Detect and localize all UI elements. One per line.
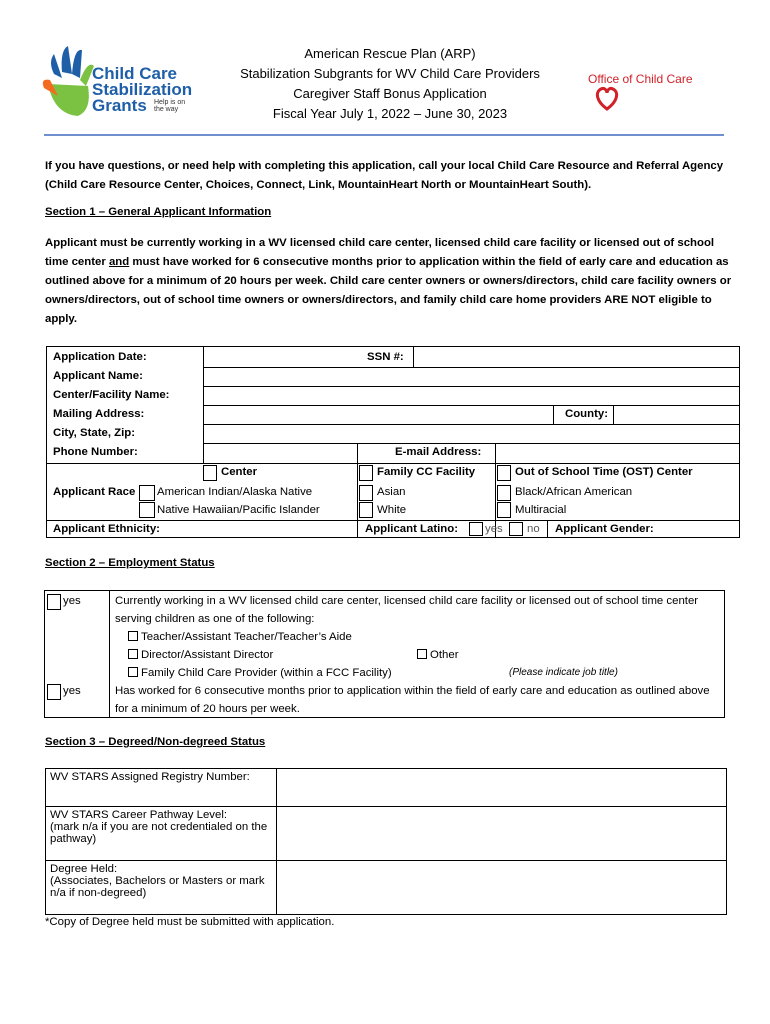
employment-6months-text: Has worked for 6 consecutive months prior to application within the field of early care and education as outlined above for a minimum of 20 hours per week. <box>115 685 710 715</box>
facility-name-input[interactable] <box>207 388 739 405</box>
career-pathway-field[interactable] <box>277 807 727 861</box>
county-input[interactable] <box>617 407 739 424</box>
latino-no-checkbox[interactable] <box>509 522 523 536</box>
table-row <box>46 807 727 861</box>
logo-word-grants: Grants <box>92 96 147 115</box>
mailing-address-input[interactable] <box>207 407 551 424</box>
section-2-title: Section 2 – Employment Status <box>45 557 215 569</box>
latino-yes-checkbox[interactable] <box>469 522 483 536</box>
label-registry-number: WV STARS Assigned Registry Number: <box>46 769 277 807</box>
ost-center-checkbox[interactable] <box>497 465 511 481</box>
race-nh-checkbox[interactable] <box>139 502 155 518</box>
label-teacher: Teacher/Assistant Teacher/Teacher’s Aide <box>141 631 352 643</box>
label-ost-center: Out of School Time (OST) Center <box>515 466 693 478</box>
label-applicant-name: Applicant Name: <box>53 370 143 382</box>
label-application-date: Application Date: <box>53 351 147 363</box>
label-latino-yes: yes <box>485 523 503 535</box>
label-center: Center <box>221 466 258 478</box>
employment-current-text: Currently working in a WV licensed child care center, licensed child care facility or licensed out of school time center serving children as one of the following: <box>115 595 699 625</box>
label-race-white: White <box>377 504 407 516</box>
race-multiracial-checkbox[interactable] <box>497 502 511 518</box>
other-checkbox[interactable] <box>417 649 427 659</box>
label-applicant-ethnicity: Applicant Ethnicity: <box>53 523 160 535</box>
logo-word-stabilization: Stabilization <box>92 80 193 99</box>
label-race-multiracial: Multiracial <box>515 504 567 516</box>
race-black-checkbox[interactable] <box>497 485 511 501</box>
race-white-checkbox[interactable] <box>359 502 373 518</box>
job-option-fcc-provider <box>128 664 392 682</box>
label-applicant-latino: Applicant Latino: <box>365 523 459 535</box>
label-race-american-indian: American Indian/Alaska Native <box>157 486 313 498</box>
fcc-provider-checkbox[interactable] <box>128 667 138 677</box>
label-career-pathway: WV STARS Career Pathway Level: (mark n/a if you are not credentialed on the pathway) <box>46 807 277 861</box>
teacher-checkbox[interactable] <box>128 631 138 641</box>
header-divider <box>44 134 724 136</box>
race-ai-checkbox[interactable] <box>139 485 155 501</box>
label-race-native-hawaiian: Native Hawaiian/Pacific Islander <box>157 504 320 516</box>
label-fcc-provider: Family Child Care Provider (within a FCC Facility) <box>141 667 392 679</box>
degree-held-field[interactable] <box>277 861 727 915</box>
race-asian-checkbox[interactable] <box>359 485 373 501</box>
label-applicant-gender: Applicant Gender: <box>555 523 654 535</box>
label-latino-no: no <box>527 523 540 535</box>
director-checkbox[interactable] <box>128 649 138 659</box>
ssn-input[interactable] <box>417 349 739 367</box>
label-director: Director/Assistant Director <box>141 649 274 661</box>
header-fiscal-year: Fiscal Year July 1, 2022 – June 30, 2023 <box>272 106 508 121</box>
label-other: Other <box>430 649 459 661</box>
city-state-zip-input[interactable] <box>207 426 739 443</box>
employment-current-yes-checkbox[interactable] <box>47 594 61 610</box>
job-option-other <box>417 646 459 664</box>
job-option-director <box>128 646 273 664</box>
intro-paragraph: If you have questions, or need help with completing this application, call your local Child Care Resource and Referral Agency (Child Care Resource Center, Choices, Connect, Link, MountainHeart North or MountainHeart South). <box>45 160 724 191</box>
degree-footnote: *Copy of Degree held must be submitted with application. <box>45 916 335 928</box>
label-city-state-zip: City, State, Zip: <box>53 427 136 439</box>
label-applicant-race: Applicant Race <box>53 486 136 498</box>
label-degree-held: Degree Held: (Associates, Bachelors or Masters or mark n/a if non-degreed) <box>46 861 277 915</box>
label-ssn: SSN #: <box>367 351 404 363</box>
eligibility-text-b: must have worked for 6 consecutive months prior to application within the field of early care and education as outlined above for a minimum of 20 hours per week. Child care center owners or owners/directors, child care facility owners or owners/directors, out of school time owners or owners/directors, and family child care home providers ARE NOT eligible to apply. <box>45 256 732 325</box>
document-header <box>220 44 560 124</box>
label-race-black: Black/African American <box>515 486 633 498</box>
applicant-name-input[interactable] <box>207 369 739 386</box>
applicant-info-form <box>46 346 740 538</box>
header-program: American Rescue Plan (ARP) <box>304 46 476 61</box>
label-current-yes: yes <box>63 595 81 607</box>
section-1-title: Section 1 – General Applicant Information <box>45 206 272 218</box>
job-title-note: (Please indicate job title) <box>509 667 618 678</box>
label-phone-number: Phone Number: <box>53 446 138 458</box>
phone-number-input[interactable] <box>207 445 356 462</box>
office-of-child-care-text: Office of Child Care <box>588 72 693 86</box>
label-family-cc-facility: Family CC Facility <box>377 466 476 478</box>
logo-tagline-1: Help is on <box>154 99 186 106</box>
family-cc-facility-checkbox[interactable] <box>359 465 373 481</box>
table-row <box>46 861 727 915</box>
eligibility-and: and <box>108 256 130 268</box>
degree-status-table <box>45 768 727 915</box>
eligibility-paragraph <box>45 234 733 329</box>
office-of-child-care-logo <box>584 60 714 120</box>
employment-6months-yes-checkbox[interactable] <box>47 684 61 700</box>
label-county: County: <box>565 408 609 420</box>
employment-status-box <box>44 590 725 718</box>
header-form-title: Caregiver Staff Bonus Application <box>293 86 487 101</box>
header-subgrants: Stabilization Subgrants for WV Child Care Providers <box>240 66 540 81</box>
label-6months-yes: yes <box>63 685 81 697</box>
center-checkbox[interactable] <box>203 465 217 481</box>
heart-icon <box>594 84 620 112</box>
child-care-stabilization-grants-logo <box>40 44 220 124</box>
job-option-teacher <box>128 628 352 646</box>
label-facility-name: Center/Facility Name: <box>53 389 170 401</box>
table-row <box>46 769 727 807</box>
email-input[interactable] <box>499 445 739 462</box>
label-mailing-address: Mailing Address: <box>53 408 145 420</box>
eligibility-text-a: Applicant must be currently working in a WV licensed child care center, licensed child care facility or licensed out of school time center <box>45 237 715 268</box>
registry-number-field[interactable] <box>277 769 727 807</box>
label-race-asian: Asian <box>377 486 406 498</box>
label-email: E-mail Address: <box>395 446 482 458</box>
logo-tagline-2: the way <box>154 106 179 113</box>
section-3-title: Section 3 – Degreed/Non-degreed Status <box>45 736 266 748</box>
logo-word-child-care: Child Care <box>92 64 178 83</box>
